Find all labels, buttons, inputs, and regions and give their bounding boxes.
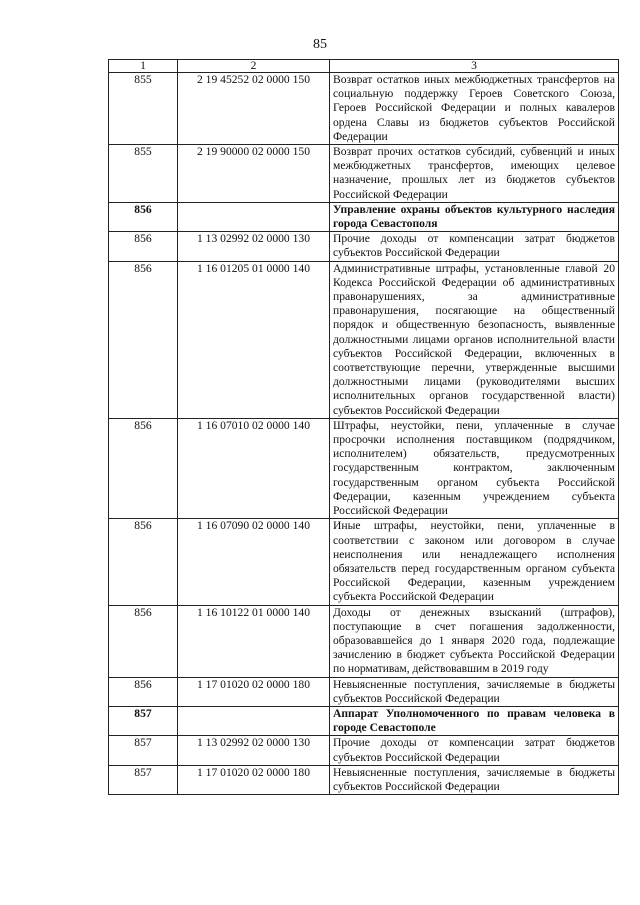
admin-code-cell: 856	[109, 677, 178, 706]
table-body	[109, 73, 619, 795]
revenue-code-cell: 2 19 90000 02 0000 150	[178, 145, 330, 203]
column-header-2: 2	[178, 60, 330, 73]
table-row	[109, 261, 619, 418]
section-header-row	[109, 202, 619, 231]
revenue-code-cell	[178, 706, 330, 735]
header-row	[109, 60, 619, 73]
revenue-name-cell: Возврат остатков иных межбюджетных трансфертов на социальную поддержку Героев Советского Союза, Героев Российской Федерации и полных кавалеров ордена Славы из бюджетов субъектов Российской Федерации	[330, 73, 619, 145]
revenue-name-cell: Невыясненные поступления, зачисляемые в бюджеты субъектов Российской Федерации	[330, 677, 619, 706]
admin-code-cell: 855	[109, 73, 178, 145]
revenue-name-cell: Штрафы, неустойки, пени, уплаченные в случае просрочки исполнения поставщиком (подрядчиком, исполнителем) обязательств, предусмотренных государственным контрактом, заключенным государственным органом субъекта Российской Федерации, казенным учреждением субъекта Российской Федерации	[330, 418, 619, 518]
column-header-1: 1	[109, 60, 178, 73]
revenue-code-cell: 1 16 01205 01 0000 140	[178, 261, 330, 418]
table-row	[109, 677, 619, 706]
revenue-name-cell: Прочие доходы от компенсации затрат бюджетов субъектов Российской Федерации	[330, 232, 619, 261]
revenue-name-cell: Доходы от денежных взысканий (штрафов), поступающие в счет погашения задолженности, образовавшейся до 1 января 2020 года, подлежащие зачислению в бюджет субъекта Российской Федерации по нормативам, действовавшим в 2019 году	[330, 605, 619, 677]
admin-code-cell: 856	[109, 261, 178, 418]
revenue-name-cell: Возврат прочих остатков субсидий, субвенций и иных межбюджетных трансфертов, имеющих целевое назначение, прошлых лет из бюджетов субъектов Российской Федерации	[330, 145, 619, 203]
admin-code-cell: 857	[109, 765, 178, 794]
table-row	[109, 232, 619, 261]
revenue-code-cell: 1 13 02992 02 0000 130	[178, 232, 330, 261]
table-row	[109, 145, 619, 203]
revenue-code-cell: 2 19 45252 02 0000 150	[178, 73, 330, 145]
revenue-code-cell: 1 16 07090 02 0000 140	[178, 519, 330, 605]
revenue-name-cell: Прочие доходы от компенсации затрат бюджетов субъектов Российской Федерации	[330, 736, 619, 765]
revenue-code-table	[108, 59, 619, 795]
table-header	[109, 60, 619, 73]
administrator-name-cell: Управление охраны объектов культурного наследия города Севастополя	[330, 202, 619, 231]
revenue-code-cell: 1 17 01020 02 0000 180	[178, 765, 330, 794]
table-row	[109, 519, 619, 605]
admin-code-cell: 856	[109, 605, 178, 677]
administrator-name-cell: Аппарат Уполномоченного по правам человека в городе Севастополе	[330, 706, 619, 735]
revenue-name-cell: Невыясненные поступления, зачисляемые в бюджеты субъектов Российской Федерации	[330, 765, 619, 794]
column-header-3: 3	[330, 60, 619, 73]
revenue-name-cell: Иные штрафы, неустойки, пени, уплаченные в соответствии с законом или договором в случае неисполнения или ненадлежащего исполнения обязательств перед государственным органом субъекта Российской Федерации, казенным учреждением субъекта Российской Федерации	[330, 519, 619, 605]
page-number: 85	[313, 37, 327, 52]
section-header-row	[109, 706, 619, 735]
table-row	[109, 736, 619, 765]
table-row	[109, 765, 619, 794]
admin-code-cell: 856	[109, 418, 178, 518]
admin-code-cell: 856	[109, 232, 178, 261]
revenue-code-cell: 1 16 10122 01 0000 140	[178, 605, 330, 677]
admin-code-cell: 856	[109, 519, 178, 605]
revenue-code-cell: 1 13 02992 02 0000 130	[178, 736, 330, 765]
table-row	[109, 605, 619, 677]
revenue-name-cell: Административные штрафы, установленные главой 20 Кодекса Российской Федерации об административных правонарушениях, за административные правонарушения, посягающие на общественный порядок и общественную безопасность, выявленные должностными лицами органов исполнительной власти субъектов Российской Федерации, включенных в соответствующие перечни, утвержденные высшими должностными лицами (руководителями высших исполнительных органов государственной власти) субъектов Российской Федерации	[330, 261, 619, 418]
revenue-code-cell: 1 16 07010 02 0000 140	[178, 418, 330, 518]
revenue-code-cell: 1 17 01020 02 0000 180	[178, 677, 330, 706]
revenue-code-cell	[178, 202, 330, 231]
admin-code-cell: 857	[109, 706, 178, 735]
table-row	[109, 73, 619, 145]
admin-code-cell: 855	[109, 145, 178, 203]
admin-code-cell: 856	[109, 202, 178, 231]
table-row	[109, 418, 619, 518]
admin-code-cell: 857	[109, 736, 178, 765]
